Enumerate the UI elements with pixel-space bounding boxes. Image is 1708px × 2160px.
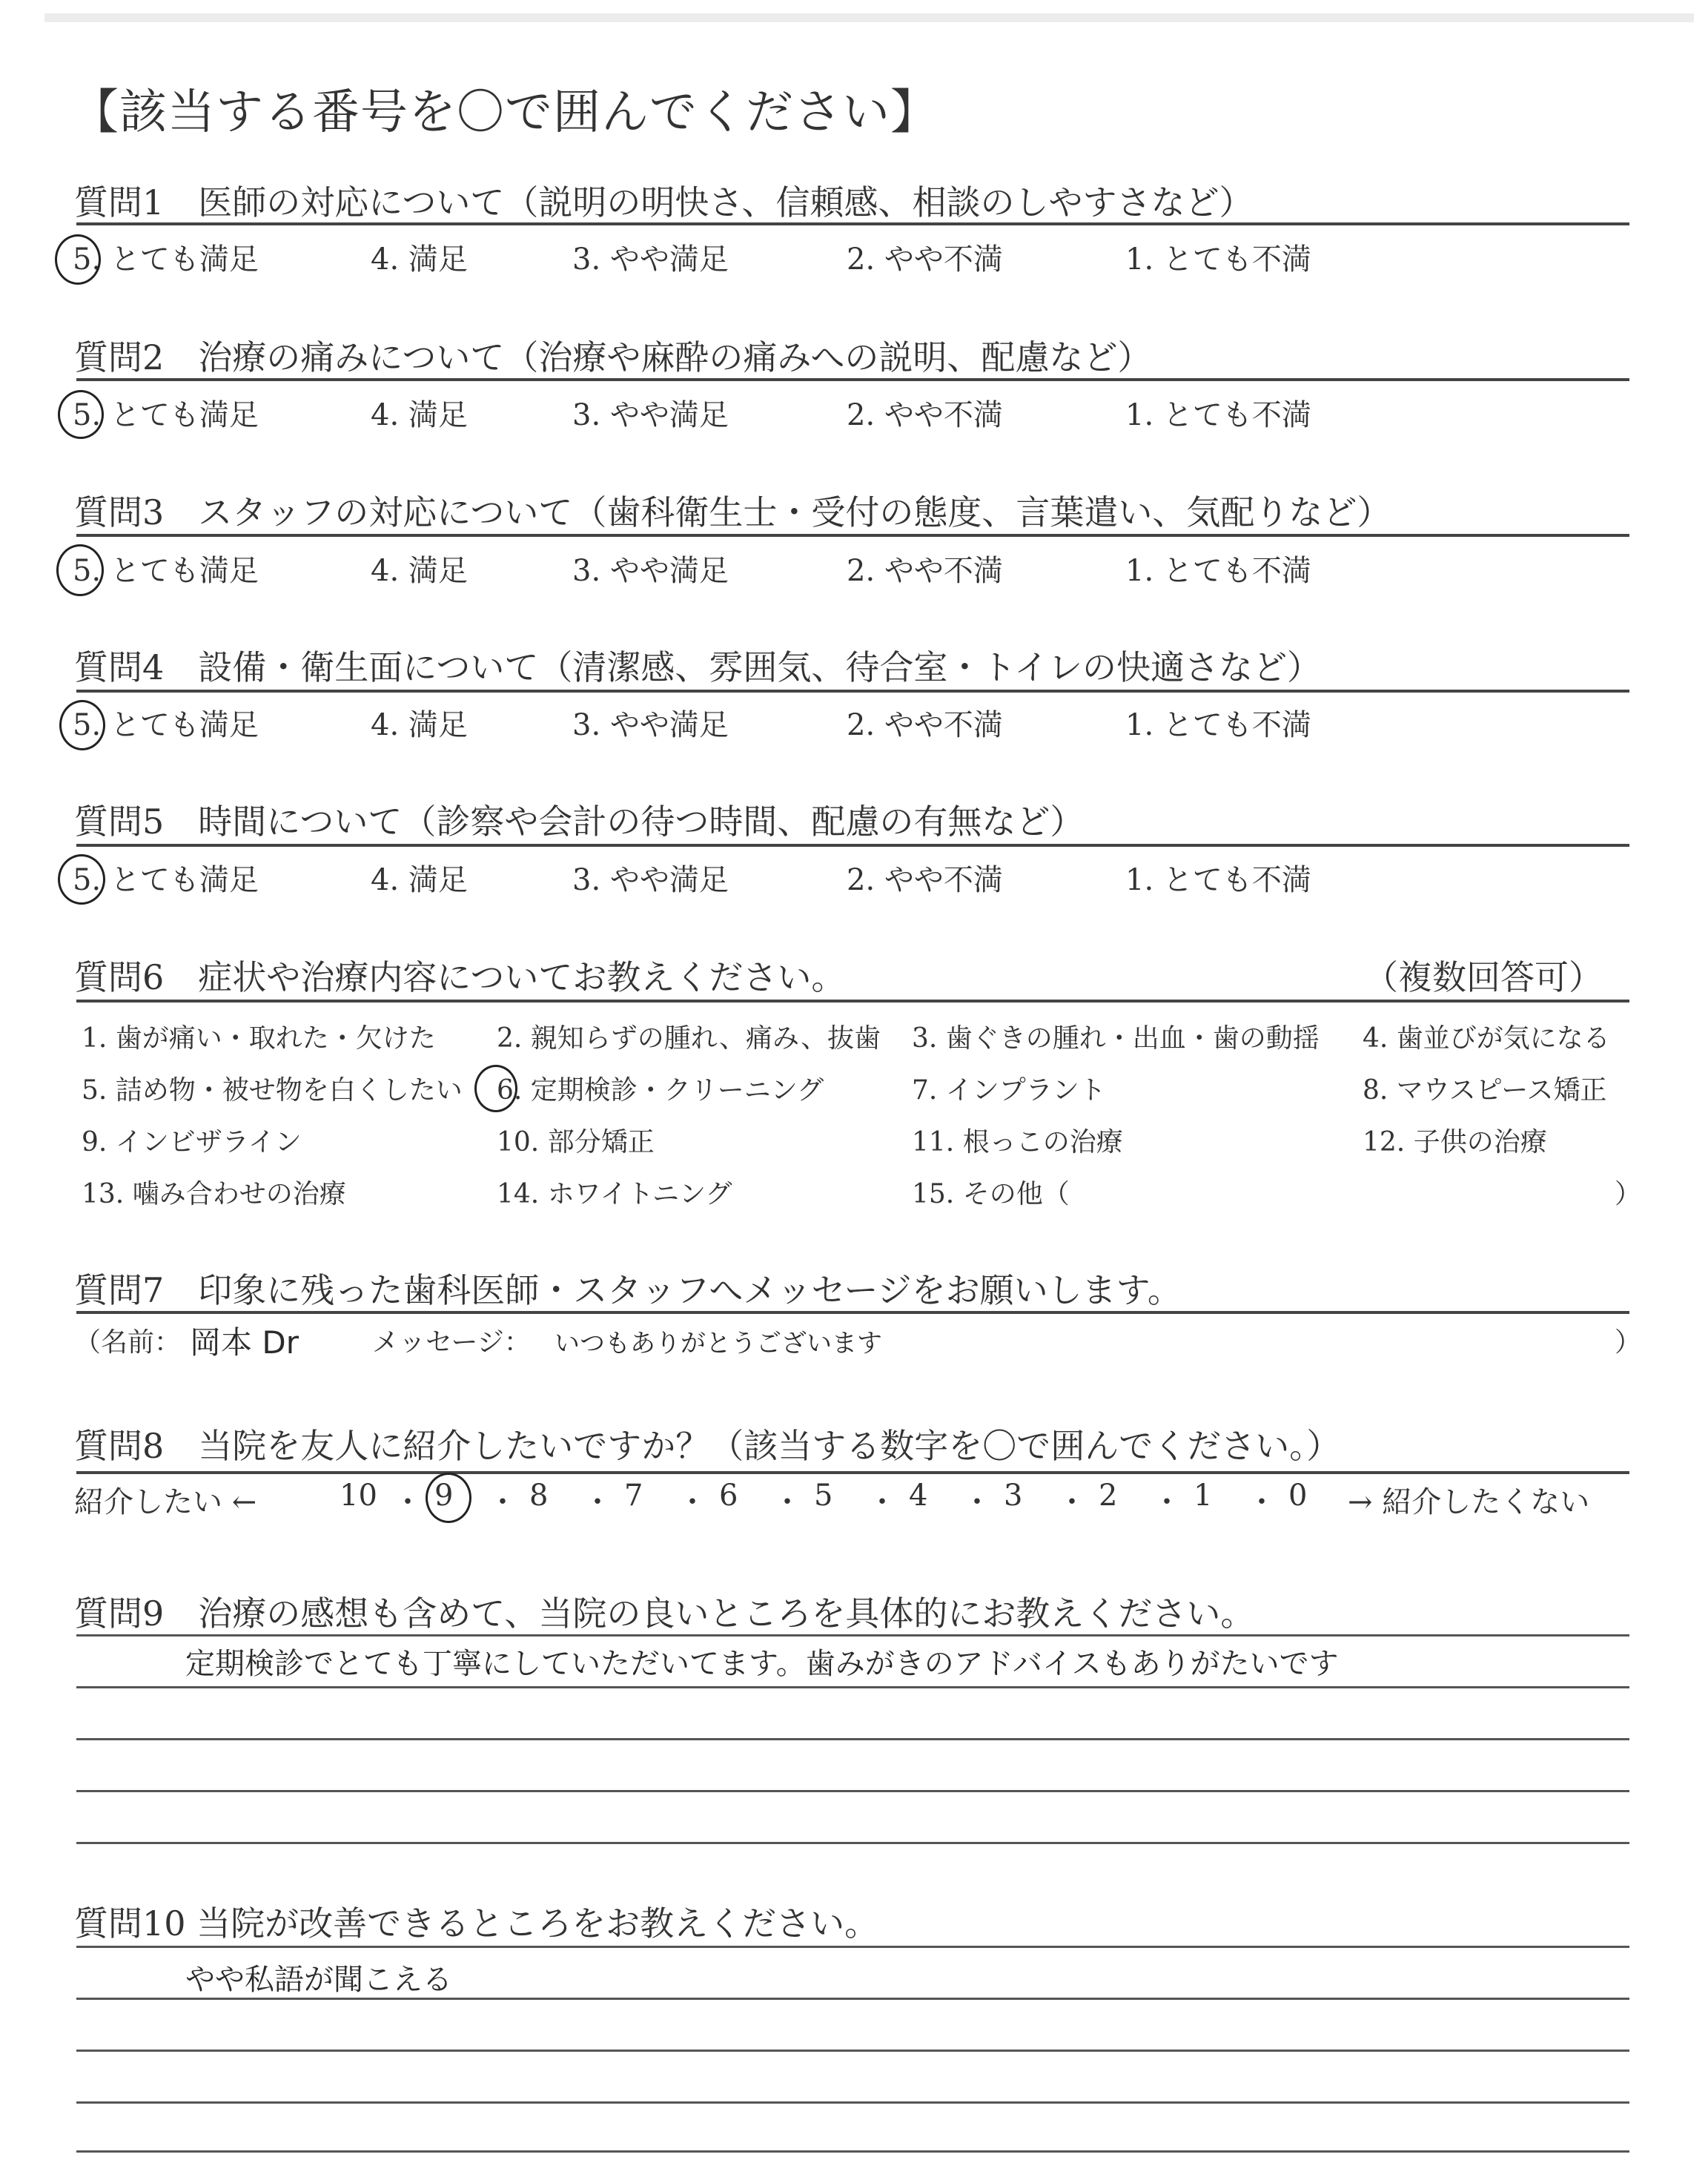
q5-option-3[interactable]: 3. やや満足 — [572, 863, 729, 897]
q7-name-label: （名前： — [74, 1327, 182, 1358]
q1-answer-circle — [55, 234, 101, 285]
q10-writing-line-3 — [76, 2050, 1629, 2052]
q10-writing-line-2 — [76, 1998, 1629, 2000]
q3-option-4[interactable]: 4. 満足 — [371, 554, 468, 588]
q9-writing-line-4 — [76, 1790, 1629, 1792]
q9-writing-line-5 — [76, 1842, 1629, 1844]
q9-answer-text[interactable]: 定期検診でとても丁寧にしていただいてます。歯みがきのアドバイスもありがたいです — [185, 1647, 1339, 1681]
q8-scale-separator: ・ — [962, 1485, 992, 1519]
q6-item-5[interactable]: 5. 詰め物・被せ物を白くしたい — [82, 1075, 463, 1106]
q6-item-2[interactable]: 2. 親知らずの腫れ、痛み、抜歯 — [497, 1023, 881, 1054]
q6-item-12[interactable]: 12. 子供の治療 — [1363, 1127, 1547, 1157]
q9-writing-line-3 — [76, 1738, 1629, 1740]
q1-option-5[interactable]: 5. とても満足 — [73, 242, 259, 277]
q3-option-5[interactable]: 5. とても満足 — [73, 554, 259, 588]
q6-item-14[interactable]: 14. ホワイトニング — [497, 1179, 732, 1209]
q4-option-5[interactable]: 5. とても満足 — [73, 708, 259, 742]
q8-scale-separator: ・ — [1152, 1485, 1182, 1519]
q8-scale-separator: ・ — [583, 1485, 612, 1519]
q3-answer-circle — [56, 544, 104, 596]
q4-option-1[interactable]: 1. とても不満 — [1125, 708, 1311, 742]
question-7-rule — [76, 1311, 1629, 1314]
q8-scale-separator: ・ — [678, 1485, 707, 1519]
q5-option-4[interactable]: 4. 満足 — [371, 863, 468, 897]
q2-option-1[interactable]: 1. とても不満 — [1125, 398, 1311, 432]
question-5-rule — [76, 844, 1629, 847]
question-6-title: 質問6 症状や治療内容についてお教えください。 — [74, 957, 846, 997]
q6-item-13[interactable]: 13. 噛み合わせの治療 — [82, 1179, 346, 1209]
scan-top-band — [44, 13, 1694, 22]
q10-answer-text[interactable]: やや私語が聞こえる — [185, 1963, 452, 1997]
q6-item-9[interactable]: 9. インビザライン — [82, 1127, 302, 1157]
q1-option-4[interactable]: 4. 満足 — [371, 242, 468, 277]
q1-option-3[interactable]: 3. やや満足 — [572, 242, 729, 277]
q8-scale-separator: ・ — [772, 1485, 802, 1519]
q4-option-4[interactable]: 4. 満足 — [371, 708, 468, 742]
question-3-rule — [76, 534, 1629, 537]
q2-answer-circle — [58, 390, 104, 439]
question-7-title: 質問7 印象に残った歯科医師・スタッフへメッセージをお願いします。 — [74, 1270, 1182, 1310]
q8-scale-4[interactable]: 4 — [909, 1479, 928, 1513]
q6-item-6[interactable]: 6. 定期検診・クリーニング — [497, 1075, 824, 1106]
q2-option-2[interactable]: 2. やや不満 — [847, 398, 1003, 432]
q8-left-label: 紹介したい ← — [74, 1485, 257, 1519]
q4-answer-circle — [59, 700, 105, 750]
q2-option-4[interactable]: 4. 満足 — [371, 398, 468, 432]
q10-writing-line-5 — [76, 2150, 1629, 2153]
q9-writing-line-2 — [76, 1686, 1629, 1688]
question-1-rule — [76, 222, 1629, 225]
q4-option-2[interactable]: 2. やや不満 — [847, 708, 1003, 742]
question-9-title: 質問9 治療の感想も含めて、当院の良いところを具体的にお教えください。 — [74, 1593, 1255, 1634]
q8-scale-5[interactable]: 5 — [814, 1479, 833, 1513]
q10-writing-line-1 — [76, 1946, 1629, 1948]
q5-option-1[interactable]: 1. とても不満 — [1125, 863, 1311, 897]
q7-message-value[interactable]: いつもありがとうございます — [555, 1329, 882, 1358]
question-1-title: 質問1 医師の対応について（説明の明快さ、信頼感、相談のしやすさなど） — [74, 182, 1254, 222]
q8-scale-8[interactable]: 8 — [529, 1479, 549, 1513]
page-title: 【該当する番号を〇で囲んでください】 — [71, 85, 939, 140]
q8-scale-2[interactable]: 2 — [1099, 1479, 1118, 1513]
q1-option-1[interactable]: 1. とても不満 — [1125, 242, 1311, 277]
q8-scale-9[interactable]: 9 — [434, 1479, 454, 1513]
q8-scale-separator: ・ — [1247, 1485, 1277, 1519]
q6-item-7[interactable]: 7. インプラント — [912, 1075, 1106, 1106]
q5-option-2[interactable]: 2. やや不満 — [847, 863, 1003, 897]
q8-answer-circle — [426, 1473, 471, 1523]
q8-scale-10[interactable]: 10 — [340, 1479, 377, 1513]
question-8-title: 質問8 当院を友人に紹介したいですか？（該当する数字を〇で囲んでください。） — [74, 1426, 1341, 1466]
q3-option-2[interactable]: 2. やや不満 — [847, 554, 1003, 588]
question-4-rule — [76, 690, 1629, 693]
q8-scale-0[interactable]: 0 — [1288, 1479, 1308, 1513]
q3-option-3[interactable]: 3. やや満足 — [572, 554, 729, 588]
q10-writing-line-4 — [76, 2101, 1629, 2104]
q7-name-value[interactable]: 岡本 Dr — [190, 1324, 299, 1361]
question-2-rule — [76, 378, 1629, 381]
q8-scale-6[interactable]: 6 — [719, 1479, 738, 1513]
q9-writing-line-1 — [76, 1634, 1629, 1636]
question-6-note: （複数回答可） — [1364, 957, 1603, 997]
q8-right-label: → 紹介したくない — [1348, 1485, 1590, 1519]
q7-close-paren: ） — [1615, 1327, 1642, 1358]
q2-option-3[interactable]: 3. やや満足 — [572, 398, 729, 432]
question-6-rule — [76, 1000, 1629, 1003]
question-5-title: 質問5 時間について（診察や会計の待つ時間、配慮の有無など） — [74, 802, 1085, 842]
q8-scale-1[interactable]: 1 — [1194, 1479, 1213, 1513]
q6-answer-circle — [474, 1065, 517, 1112]
q6-item-8[interactable]: 8. マウスピース矯正 — [1363, 1075, 1607, 1106]
q6-item-4[interactable]: 4. 歯並びが気になる — [1363, 1023, 1610, 1054]
q8-scale-3[interactable]: 3 — [1004, 1479, 1023, 1513]
question-8-rule — [76, 1471, 1629, 1474]
q8-scale-separator: ・ — [1057, 1485, 1087, 1519]
q1-option-2[interactable]: 2. やや不満 — [847, 242, 1003, 277]
q3-option-1[interactable]: 1. とても不満 — [1125, 554, 1311, 588]
q6-item-15[interactable]: 15. その他（ — [912, 1179, 1070, 1209]
q8-scale-separator: ・ — [867, 1485, 897, 1519]
question-3-title: 質問3 スタッフの対応について（歯科衛生士・受付の態度、言葉遣い、気配りなど） — [74, 492, 1391, 532]
q5-answer-circle — [58, 854, 105, 905]
q8-scale-separator: ・ — [488, 1485, 517, 1519]
question-10-title: 質問10 当院が改善できるところをお教えください。 — [74, 1903, 879, 1943]
question-4-title: 質問4 設備・衛生面について（清潔感、雰囲気、待合室・トイレの快適さなど） — [74, 647, 1322, 687]
question-2-title: 質問2 治療の痛みについて（治療や麻酔の痛みへの説明、配慮など） — [74, 337, 1152, 377]
q6-item-3[interactable]: 3. 歯ぐきの腫れ・出血・歯の動揺 — [912, 1023, 1320, 1054]
q2-option-5[interactable]: 5. とても満足 — [73, 398, 259, 432]
q6-other-close-paren: ） — [1615, 1179, 1642, 1209]
q6-item-11[interactable]: 11. 根っこの治療 — [912, 1127, 1123, 1157]
q8-scale-separator: ・ — [393, 1485, 423, 1519]
q6-item-1[interactable]: 1. 歯が痛い・取れた・欠けた — [82, 1023, 436, 1054]
q7-message-label: メッセージ： — [372, 1327, 531, 1358]
q5-option-5[interactable]: 5. とても満足 — [73, 863, 259, 897]
q6-item-10[interactable]: 10. 部分矯正 — [497, 1127, 655, 1157]
q8-scale-7[interactable]: 7 — [624, 1479, 643, 1513]
q4-option-3[interactable]: 3. やや満足 — [572, 708, 729, 742]
